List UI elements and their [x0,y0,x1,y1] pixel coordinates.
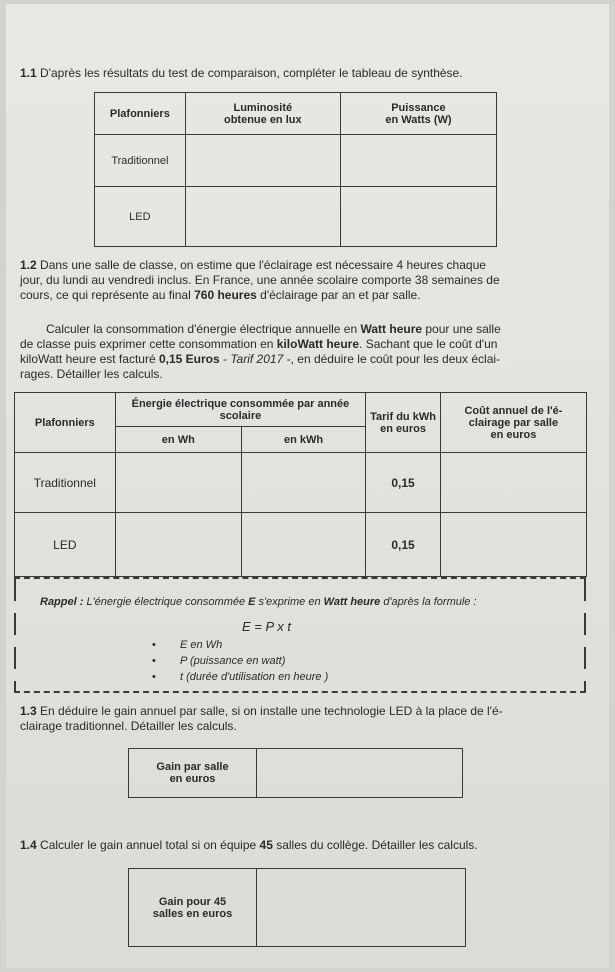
row-label-traditionnel: Traditionnel [95,135,186,187]
input-cell[interactable] [241,513,365,577]
bullet-energy: • E en Wh [180,639,222,652]
header-wh: en Wh [115,427,241,453]
instruction-line3: kiloWatt heure est facturé 0,15 Euros - Tarif 2017 -, en déduire le coût pour les deux éclai- [20,352,501,366]
row-label-led: LED [95,187,186,247]
tarif-value: 0,15 [366,513,441,577]
gain-total-table [128,868,466,947]
input-cell[interactable] [440,453,586,513]
bullet-power: • P (puissance en watt) [180,655,285,668]
header-luminosite: Luminosité obtenue en lux [185,93,340,135]
header-energie: Énergie électrique consommée par année scolaire [115,393,366,427]
input-cell[interactable] [257,749,463,798]
input-cell[interactable] [115,513,241,577]
header-cout: Coût annuel de l'é- clairage par salle en euros [440,393,586,453]
input-cell[interactable] [185,187,340,247]
bullet-time: • t (durée d'utilisation en heure ) [180,671,328,684]
question-1-4: 1.4 Calculer le gain annuel total si on équipe 45 salles du collège. Détailler les calculs. [20,838,478,852]
input-cell[interactable] [340,187,496,247]
question-1-2-line3: cours, ce qui représente au final 760 heures d'éclairage par an et par salle. [20,288,421,302]
tarif-value: 0,15 [366,453,441,513]
input-cell[interactable] [115,453,241,513]
formula: E = P x t [242,619,292,634]
row-label-traditionnel: Traditionnel [15,453,116,513]
header-puissance: Puissance en Watts (W) [340,93,496,135]
question-1-2-line1: 1.2 Dans une salle de classe, on estime que l'éclairage est nécessaire 4 heures chaque [20,258,486,272]
question-1-1: 1.1 D'après les résultats du test de comparaison, compléter le tableau de synthèse. [20,66,463,80]
input-cell[interactable] [185,135,340,187]
question-1-3-line2: clairage traditionnel. Détailler les calculs. [20,719,237,733]
question-1-3-line1: 1.3 En déduire le gain annuel par salle, si on installe une technologie LED à la place de l'é- [20,704,503,718]
reminder-border-right [584,579,586,691]
summary-table [94,92,497,247]
question-1-2-line2: jour, du lundi au vendredi inclus. En France, une année scolaire comporte 38 semaines de [20,273,500,287]
instruction-line2: de classe puis exprimer cette consommation en kiloWatt heure. Sachant que le coût d'un [20,337,498,351]
reminder-text: Rappel : L'énergie électrique consommée E s'exprime en Watt heure d'après la formule : [40,596,477,608]
input-cell[interactable] [340,135,496,187]
row-label-led: LED [15,513,116,577]
header-kwh: en kWh [241,427,365,453]
header-tarif: Tarif du kWh en euros [366,393,441,453]
input-cell[interactable] [440,513,586,577]
consumption-table [14,392,587,577]
instruction-line4: rages. Détailler les calculs. [20,367,163,381]
gain-per-room-label: Gain par salle en euros [129,749,257,798]
instruction-line1: Calculer la consommation d'énergie électrique annuelle en Watt heure pour une salle [46,322,501,336]
gain-per-room-table [128,748,463,798]
gain-total-label: Gain pour 45 salles en euros [129,869,257,947]
header-plafonniers: Plafonniers [95,93,186,135]
input-cell[interactable] [241,453,365,513]
reminder-border-left [14,579,16,691]
header-plafonniers: Plafonniers [15,393,116,453]
input-cell[interactable] [257,869,466,947]
